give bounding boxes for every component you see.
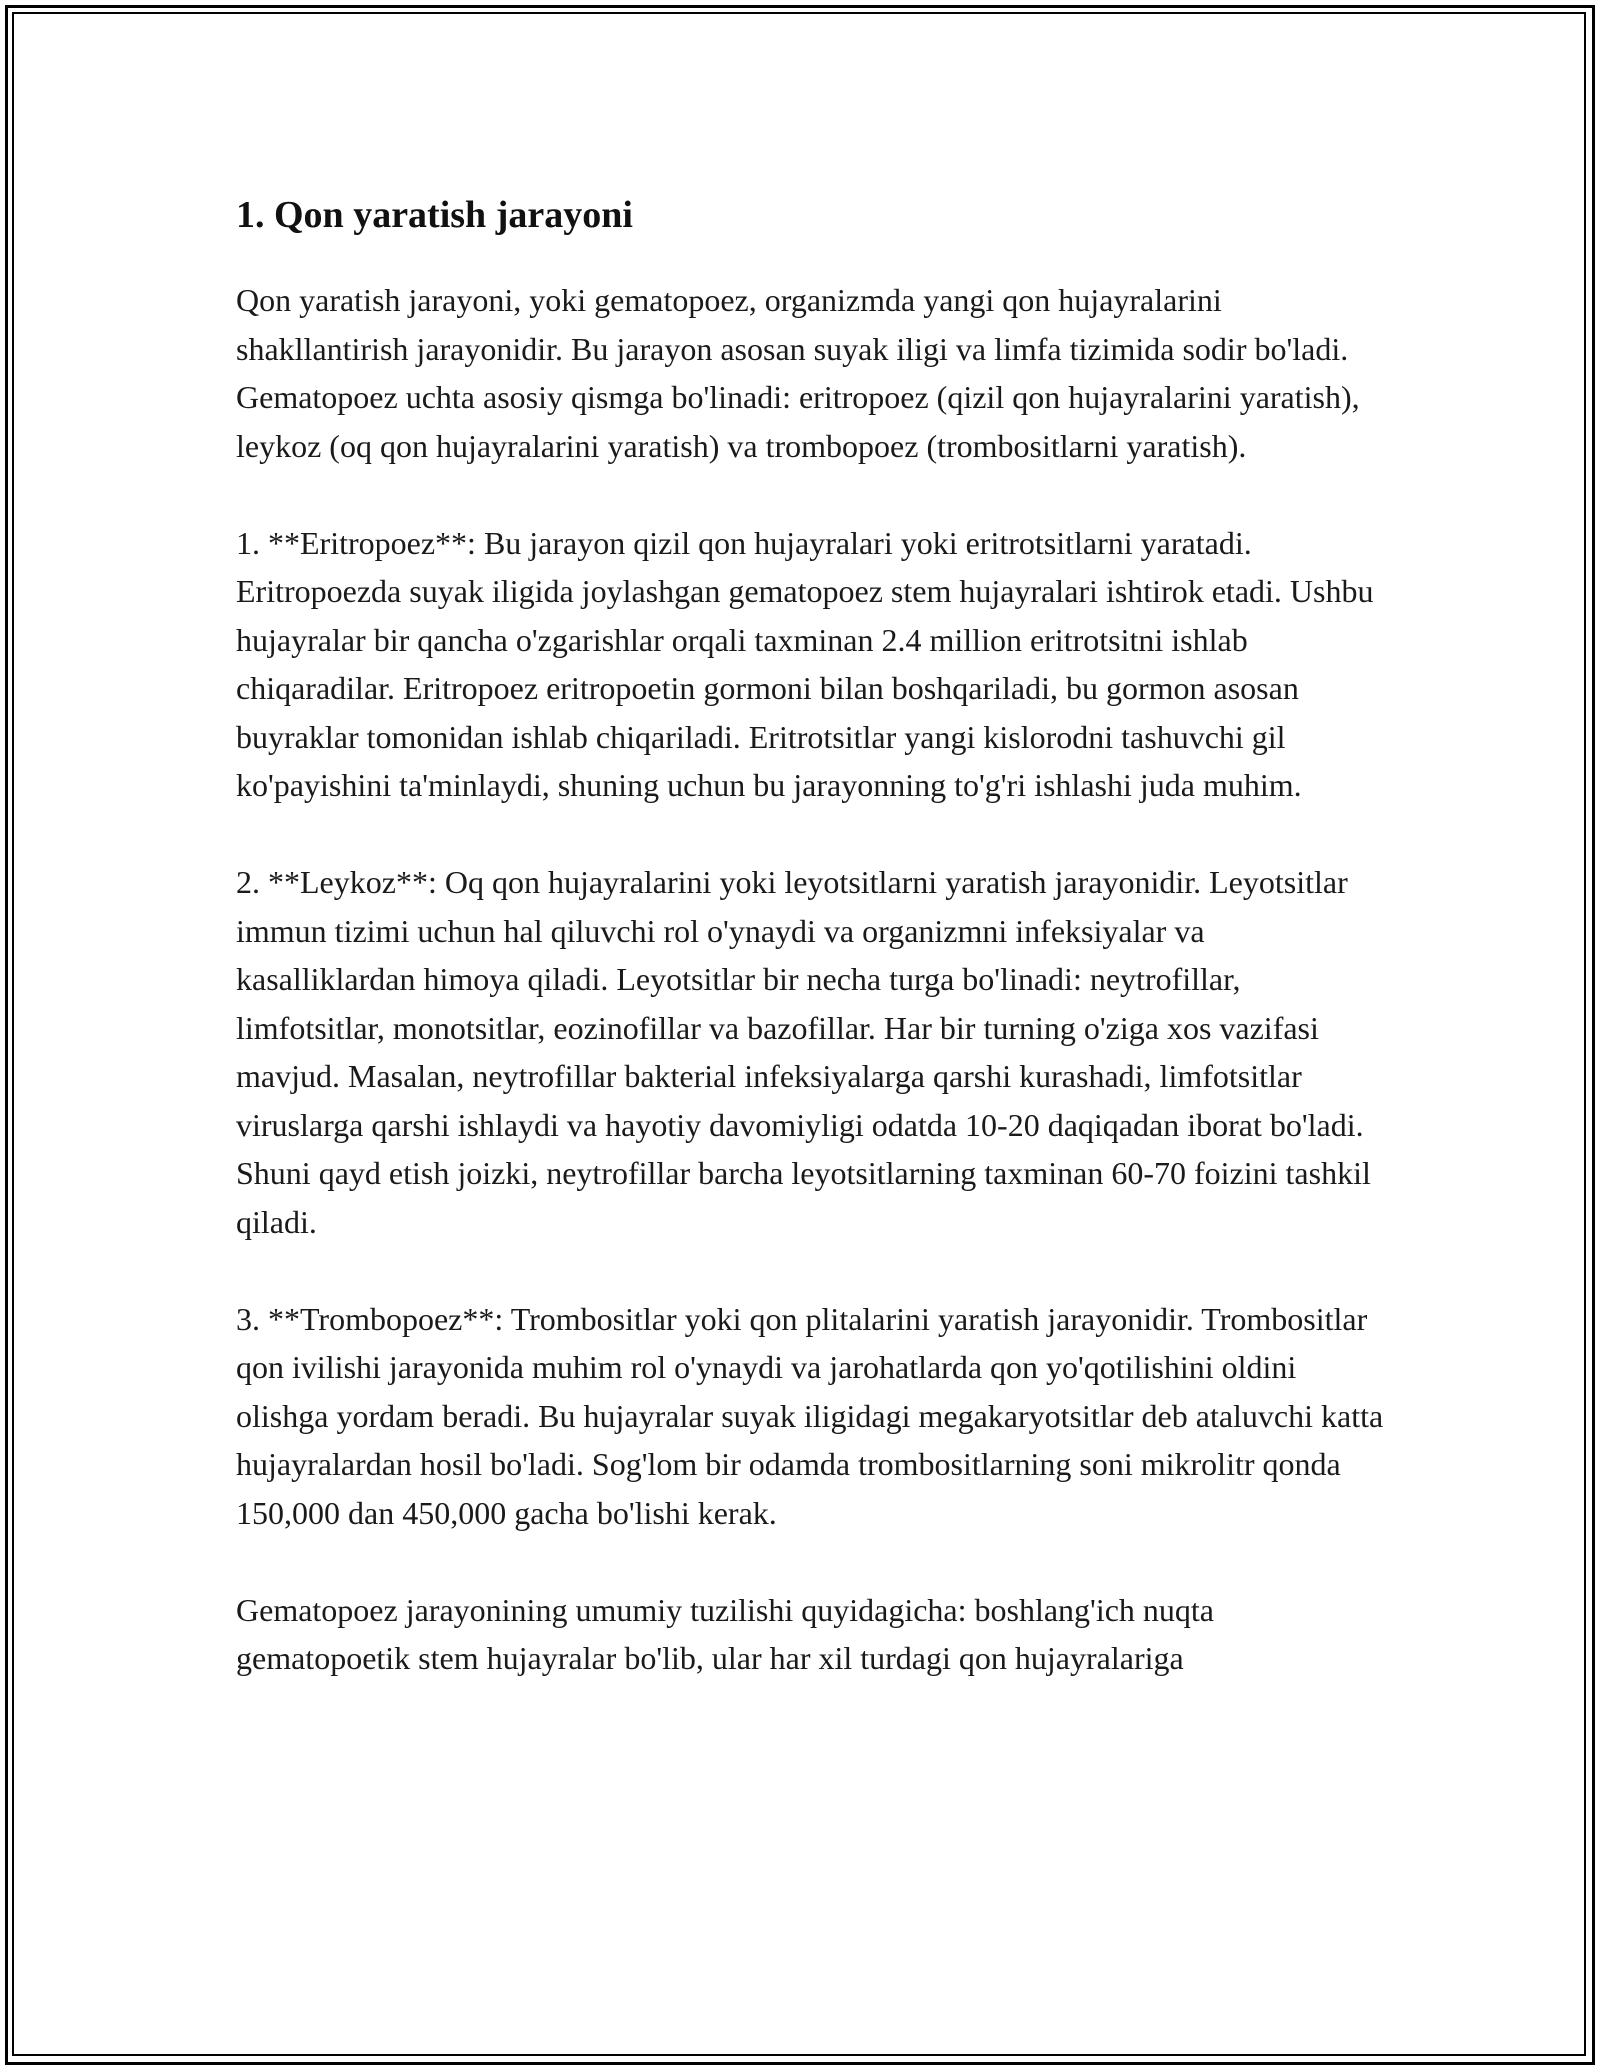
- paragraph-trombopoez: 3. **Trombopoez**: Trombositlar yoki qon plitalarini yaratish jarayonidir. Trombositlar qon ivilishi jarayonida muhim rol o'ynaydi va jarohatlarda qon yo'qotilishini oldini olishga yordam beradi. Bu hujayralar suyak iligidagi megakaryotsitlar deb ataluvchi katta hujayralardan hosil bo'ladi. Sog'lom bir odamda trombositlarning soni mikrolitr qonda 150,000 dan 450,000 gacha bo'lishi kerak.: [236, 1300, 1384, 1531]
- paragraph-leykoz: 2. **Leykoz**: Oq qon hujayralarini yoki leyotsitlarni yaratish jarayonidir. Leyotsitlar immun tizimi uchun hal qiluvchi rol o'ynaydi va organizmni infeksiyalar va kasalliklardan himoya qiladi. Leyotsitlar bir necha turga bo'linadi: neytrofillar, limfotsitlar, monotsitlar, eozinofillar va bazofillar. Har bir turning o'ziga xos vazifasi mavjud. Masalan, neytrofillar bakterial infeksiyalarga qarshi kurashadi, limfotsitlar viruslarga qarshi ishlaydi va hayotiy davomiyligi odatda 10-20 daqiqadan iborat bo'ladi. Shuni qayd etish joizki, neytrofillar barcha leyotsitlarning taxminan 60-70 foizini tashkil qiladi.: [236, 864, 1371, 1240]
- paragraph-summary: Gematopoez jarayonining umumiy tuzilishi quyidagicha: boshlang'ich nuqta gematopoetik stem hujayralar bo'lib, ular har xil turdagi qon hujayralariga: [236, 1591, 1214, 1676]
- paragraph-intro: Qon yaratish jarayoni, yoki gematopoez, organizmda yangi qon hujayralarini shakllantirish jarayonidir. Bu jarayon asosan suyak iligi va limfa tizimida sodir bo'ladi. Gematopoez uchta asosiy qismga bo'linadi: eritropoez (qizil qon hujayralarini yaratish), leykoz (oq qon hujayralarini yaratish) va trombopoez (trombositlarni yaratish).: [236, 282, 1360, 464]
- section-heading: 1. Qon yaratish jarayoni: [236, 194, 633, 236]
- document-body: [236, 180, 1386, 1683]
- paragraph-eritropoez: 1. **Eritropoez**: Bu jarayon qizil qon hujayralari yoki eritrotsitlarni yaratadi. Eritropoezda suyak iligida joylashgan gematopoez stem hujayralari ishtirok etadi. Ushbu hujayralar bir qancha o'zgarishlar orqali taxminan 2.4 million eritrotsitni ishlab chiqaradilar. Eritropoez eritropoetin gormoni bilan boshqariladi, bu gormon asosan buyraklar tomonidan ishlab chiqariladi. Eritrotsitlar yangi kislorodni tashuvchi gil ko'payishini ta'minlaydi, shuning uchun bu jarayonning to'g'ri ishlashi juda muhim.: [236, 524, 1374, 803]
